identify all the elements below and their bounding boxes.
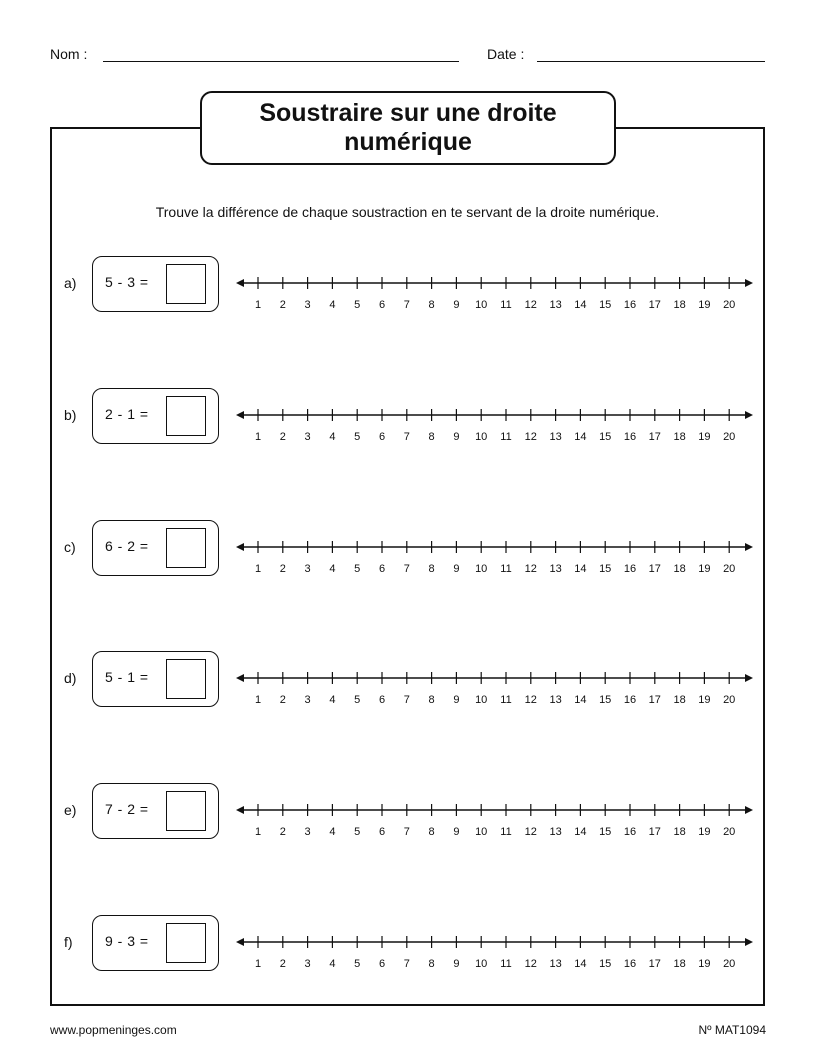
answer-box[interactable]: [166, 264, 206, 304]
tick-label: 11: [500, 563, 512, 575]
tick-label: 8: [428, 826, 435, 838]
tick-label: 15: [599, 299, 612, 311]
answer-box[interactable]: [166, 659, 206, 699]
date-label: Date :: [487, 46, 525, 62]
tick-label: 12: [524, 563, 537, 575]
tick-label: 7: [403, 299, 410, 311]
tick-label: 10: [475, 563, 488, 575]
tick-label: 4: [329, 431, 336, 443]
tick-label: 9: [453, 826, 460, 838]
tick-label: 1: [254, 694, 262, 706]
answer-box[interactable]: [166, 396, 206, 436]
tick-label: 8: [428, 299, 435, 311]
tick-label: 17: [648, 563, 661, 575]
tick-label: 19: [698, 431, 711, 443]
tick-label: 18: [673, 694, 686, 706]
tick-label: 20: [723, 299, 736, 311]
tick-label: 13: [549, 431, 562, 443]
number-line: [232, 782, 762, 842]
tick-label: 13: [549, 299, 562, 311]
tick-label: 4: [329, 563, 336, 575]
footer-code: Nº MAT1094: [698, 1023, 766, 1037]
tick-label: 9: [453, 694, 460, 706]
tick-label: 9: [453, 431, 460, 443]
tick-label: 3: [304, 431, 311, 443]
tick-label: 12: [524, 299, 537, 311]
tick-label: 14: [574, 299, 587, 311]
tick-label: 11: [500, 694, 512, 706]
arrow-left-icon: [236, 938, 244, 946]
tick-label: 18: [673, 299, 686, 311]
title-box: [200, 91, 616, 165]
tick-label: 14: [574, 958, 587, 970]
exercise-row: [0, 650, 816, 710]
tick-label: 8: [428, 431, 435, 443]
tick-label: 8: [428, 563, 435, 575]
date-field[interactable]: [537, 61, 765, 62]
tick-label: 10: [475, 431, 488, 443]
equation-text: 2 - 1 =: [105, 406, 149, 422]
arrow-left-icon: [236, 411, 244, 419]
tick-label: 7: [403, 563, 410, 575]
tick-label: 16: [623, 826, 637, 838]
tick-label: 7: [403, 694, 410, 706]
tick-label: 19: [698, 694, 711, 706]
tick-label: 8: [428, 694, 435, 706]
number-line: [232, 914, 762, 974]
exercise-letter: e): [64, 802, 77, 818]
number-line: [232, 519, 762, 579]
exercise-row: [0, 255, 816, 315]
tick-label: 10: [475, 826, 488, 838]
tick-label: 6: [378, 299, 386, 311]
tick-label: 2: [279, 431, 286, 443]
arrow-left-icon: [236, 279, 244, 287]
tick-label: 9: [453, 958, 460, 970]
tick-label: 6: [378, 431, 386, 443]
exercise-letter: d): [64, 670, 77, 686]
tick-label: 1: [254, 299, 262, 311]
tick-label: 1: [254, 431, 262, 443]
tick-label: 20: [723, 958, 736, 970]
tick-label: 20: [723, 694, 736, 706]
instruction-text: Trouve la différence de chaque soustraction en te servant de la droite numérique.: [155, 204, 660, 220]
exercise-row: [0, 914, 816, 974]
tick-label: 15: [599, 694, 612, 706]
equation-box: [92, 256, 219, 312]
tick-label: 10: [475, 299, 488, 311]
tick-label: 12: [524, 694, 537, 706]
tick-label: 2: [279, 694, 286, 706]
tick-label: 12: [524, 431, 537, 443]
tick-label: 4: [329, 826, 336, 838]
tick-label: 15: [599, 563, 612, 575]
tick-label: 18: [673, 563, 686, 575]
tick-label: 20: [723, 563, 736, 575]
tick-label: 3: [304, 826, 311, 838]
tick-label: 16: [623, 958, 637, 970]
tick-label: 4: [329, 694, 336, 706]
exercise-row: [0, 519, 816, 579]
tick-label: 5: [354, 431, 361, 443]
tick-label: 19: [698, 826, 711, 838]
tick-label: 12: [524, 826, 537, 838]
equation-text: 5 - 1 =: [105, 669, 149, 685]
arrow-right-icon: [745, 674, 753, 682]
tick-label: 18: [673, 826, 686, 838]
tick-label: 12: [524, 958, 537, 970]
tick-label: 2: [279, 299, 286, 311]
tick-label: 1: [254, 563, 262, 575]
arrow-right-icon: [745, 411, 753, 419]
tick-label: 17: [648, 958, 661, 970]
page-title: Soustraire sur une droite numérique: [259, 99, 557, 156]
tick-label: 11: [500, 826, 512, 838]
tick-label: 1: [254, 826, 262, 838]
answer-box[interactable]: [166, 791, 206, 831]
tick-label: 13: [549, 694, 562, 706]
tick-label: 5: [354, 299, 361, 311]
equation-box: [92, 388, 219, 444]
arrow-left-icon: [236, 806, 244, 814]
equation-text: 6 - 2 =: [105, 538, 149, 554]
tick-label: 10: [475, 694, 488, 706]
tick-label: 20: [723, 431, 736, 443]
number-line: [232, 255, 762, 315]
tick-label: 6: [378, 563, 386, 575]
tick-label: 19: [698, 958, 711, 970]
answer-box[interactable]: [166, 923, 206, 963]
tick-label: 7: [403, 958, 410, 970]
equation-box: [92, 520, 219, 576]
tick-label: 5: [354, 958, 361, 970]
tick-label: 7: [403, 826, 410, 838]
tick-label: 4: [329, 958, 336, 970]
tick-label: 14: [574, 563, 587, 575]
tick-label: 2: [279, 563, 286, 575]
tick-label: 7: [403, 431, 410, 443]
tick-label: 11: [500, 431, 512, 443]
equation-box: [92, 783, 219, 839]
tick-label: 9: [453, 299, 460, 311]
exercise-row: [0, 782, 816, 842]
exercise-letter: f): [64, 934, 73, 950]
tick-label: 14: [574, 694, 587, 706]
tick-label: 4: [329, 299, 336, 311]
number-line: [232, 387, 762, 447]
tick-label: 13: [549, 826, 562, 838]
equation-text: 9 - 3 =: [105, 933, 149, 949]
arrow-left-icon: [236, 674, 244, 682]
equation-text: 5 - 3 =: [105, 274, 149, 290]
tick-label: 3: [304, 563, 311, 575]
tick-label: 18: [673, 431, 686, 443]
tick-label: 20: [723, 826, 736, 838]
tick-label: 17: [648, 694, 661, 706]
tick-label: 19: [698, 563, 711, 575]
tick-label: 13: [549, 563, 562, 575]
exercise-letter: c): [64, 539, 76, 555]
tick-label: 3: [304, 299, 311, 311]
tick-label: 17: [648, 299, 661, 311]
tick-label: 11: [500, 958, 512, 970]
tick-label: 2: [279, 958, 286, 970]
tick-label: 17: [648, 826, 661, 838]
tick-label: 16: [623, 299, 637, 311]
tick-label: 9: [453, 563, 460, 575]
equation-box: [92, 915, 219, 971]
arrow-right-icon: [745, 806, 753, 814]
equation-box: [92, 651, 219, 707]
exercise-row: [0, 387, 816, 447]
tick-label: 3: [304, 694, 311, 706]
tick-label: 14: [574, 826, 587, 838]
tick-label: 17: [648, 431, 661, 443]
tick-label: 16: [623, 563, 637, 575]
exercise-letter: b): [64, 407, 77, 423]
tick-label: 10: [475, 958, 488, 970]
tick-label: 15: [599, 826, 612, 838]
tick-label: 2: [279, 826, 286, 838]
arrow-right-icon: [745, 543, 753, 551]
tick-label: 15: [599, 431, 612, 443]
tick-label: 8: [428, 958, 435, 970]
equation-text: 7 - 2 =: [105, 801, 149, 817]
arrow-left-icon: [236, 543, 244, 551]
tick-label: 16: [623, 431, 637, 443]
name-field[interactable]: [103, 61, 459, 62]
tick-label: 6: [378, 958, 386, 970]
tick-label: 5: [354, 563, 361, 575]
arrow-right-icon: [745, 938, 753, 946]
tick-label: 14: [574, 431, 587, 443]
tick-label: 15: [599, 958, 612, 970]
number-line: [232, 650, 762, 710]
footer-website: www.popmeninges.com: [50, 1023, 177, 1037]
tick-label: 6: [378, 694, 386, 706]
tick-label: 11: [500, 299, 512, 311]
tick-label: 19: [698, 299, 711, 311]
tick-label: 6: [378, 826, 386, 838]
arrow-right-icon: [745, 279, 753, 287]
name-label: Nom :: [50, 46, 88, 62]
tick-label: 5: [354, 826, 361, 838]
tick-label: 5: [354, 694, 361, 706]
tick-label: 18: [673, 958, 686, 970]
tick-label: 3: [304, 958, 311, 970]
tick-label: 1: [254, 958, 262, 970]
tick-label: 16: [623, 694, 637, 706]
tick-label: 13: [549, 958, 562, 970]
answer-box[interactable]: [166, 528, 206, 568]
exercise-letter: a): [64, 275, 77, 291]
